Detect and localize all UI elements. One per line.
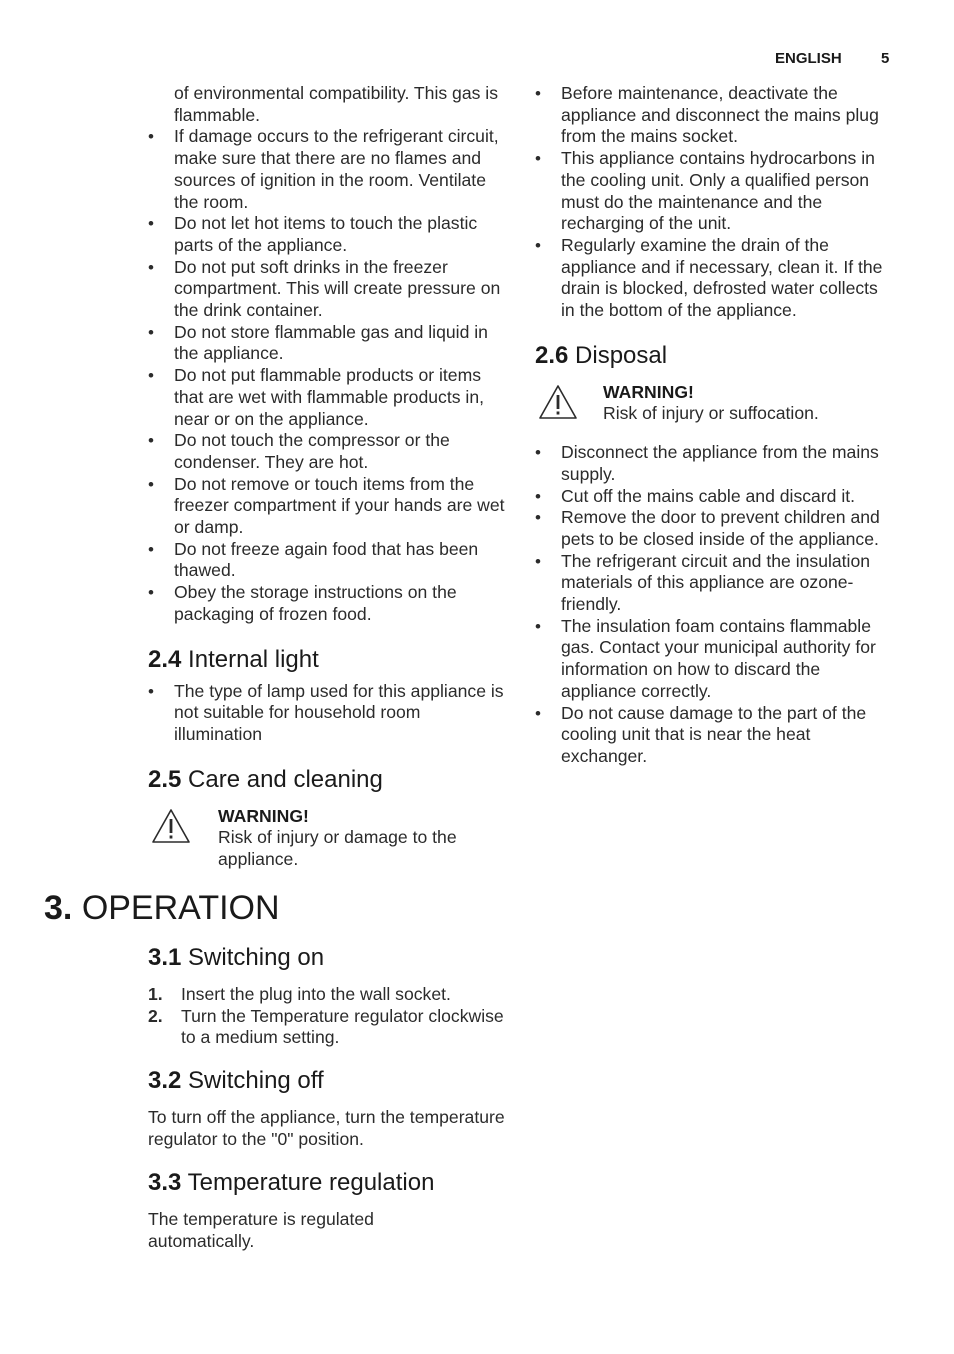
list-item: • Do not remove or touch items from the freezer compartment if your hands are wet or damp. — [148, 474, 508, 539]
warning-triangle-icon — [538, 384, 578, 420]
section-heading-3-2: 3.2 Switching off — [148, 1067, 324, 1094]
page-number: 5 — [881, 50, 890, 67]
list-item: • If damage occurs to the refrigerant circuit, make sure that there are no flames and sources of ignition in the room. Ventilate the room. — [148, 126, 508, 213]
disposal-bullet-list — [535, 442, 895, 768]
list-item: 1. Insert the plug into the wall socket. — [148, 984, 451, 1004]
list-item: • Regularly examine the drain of the appliance and if necessary, clean it. If the drain is blocked, defrosted water collects in the bottom of the appliance. — [535, 235, 895, 322]
list-item: • The insulation foam contains flammable gas. Contact your municipal authority for information on how to discard the appliance correctly. — [535, 616, 895, 703]
warning-text: Risk of injury or damage to the appliance. — [218, 827, 457, 870]
list-item: • Disconnect the appliance from the mains supply. — [535, 442, 895, 485]
list-item: • Cut off the mains cable and discard it. — [535, 486, 895, 508]
list-item: • The refrigerant circuit and the insulation materials of this appliance are ozone-friendly. — [535, 551, 895, 616]
temperature-regulation-text: The temperature is regulated automatically. — [148, 1209, 374, 1251]
header-language: ENGLISH — [775, 50, 842, 67]
warning-box — [535, 382, 895, 425]
warning-title: WARNING! — [603, 381, 694, 402]
switching-on-steps — [148, 984, 508, 1049]
list-item: • Do not touch the compressor or the condenser. They are hot. — [148, 430, 508, 473]
section-3-2 — [148, 1067, 508, 1150]
section-heading-2-5: 2.5 Care and cleaning — [148, 765, 383, 793]
list-item: • Do not put flammable products or items that are wet with flammable products in, near or on the appliance. — [148, 365, 508, 430]
list-item: • This appliance contains hydrocarbons in the cooling unit. Only a qualified person must do the maintenance and the recharging of the unit. — [535, 148, 895, 235]
switching-off-text: To turn off the appliance, turn the temperature regulator to the "0" position. — [148, 1107, 505, 1149]
section-3-1 — [148, 944, 508, 1049]
warning-title: WARNING! — [218, 805, 309, 826]
list-item: • Do not let hot items to touch the plastic parts of the appliance. — [148, 213, 508, 256]
continued-text: of environmental compatibility. This gas is flammable. — [174, 83, 498, 125]
section-3-3 — [148, 1169, 508, 1252]
section-heading-3-3: 3.3 Temperature regulation — [148, 1169, 435, 1196]
warning-triangle-icon — [151, 808, 191, 844]
list-item: • Do not put soft drinks in the freezer compartment. This will create pressure on the drink container. — [148, 257, 508, 322]
chapter-heading-operation: 3. OPERATION — [44, 889, 280, 927]
list-item: • Obey the storage instructions on the packaging of frozen food. — [148, 582, 508, 625]
list-item: • Do not cause damage to the part of the cooling unit that is near the heat exchanger. — [535, 703, 895, 768]
right-column — [535, 83, 895, 768]
warning-text: Risk of injury or suffocation. — [603, 403, 819, 424]
maintenance-bullet-list — [535, 83, 895, 322]
list-item: • Do not freeze again food that has been thawed. — [148, 539, 508, 582]
section-heading-2-4: 2.4 Internal light — [148, 645, 319, 673]
list-item: • Remove the door to prevent children and pets to be closed inside of the appliance. — [535, 507, 895, 550]
list-item: 2. Turn the Temperature regulator clockwise to a medium setting. — [148, 1005, 504, 1048]
warning-box — [148, 806, 508, 871]
list-item: • Before maintenance, deactivate the appliance and disconnect the mains plug from the mains socket. — [535, 83, 895, 148]
section-heading-2-6: 2.6 Disposal — [535, 341, 668, 369]
list-item: • The type of lamp used for this appliance is not suitable for household room illumination — [148, 681, 508, 746]
section-heading-3-1: 3.1 Switching on — [148, 944, 325, 971]
list-item: • Do not store flammable gas and liquid in the appliance. — [148, 322, 508, 365]
left-column — [148, 83, 508, 871]
safety-bullet-list — [148, 126, 508, 625]
internal-light-list — [148, 681, 508, 746]
